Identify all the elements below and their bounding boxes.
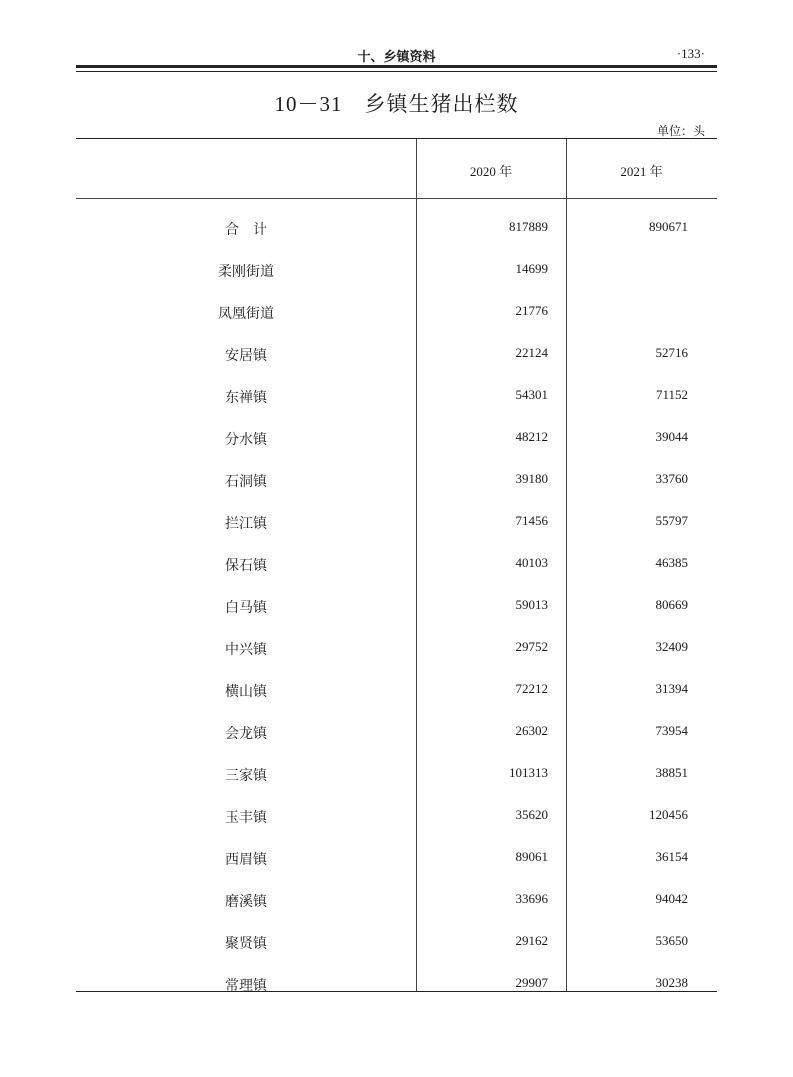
row-name: 白马镇	[225, 600, 267, 616]
row-name: 分水镇	[225, 432, 267, 448]
value-2020: 71456	[515, 513, 548, 528]
value-2021: 39044	[655, 429, 688, 444]
value-2020: 59013	[515, 597, 548, 612]
row-name: 玉丰镇	[225, 810, 267, 826]
value-2020: 40103	[515, 555, 548, 570]
value-2021: 30238	[655, 975, 688, 990]
value-2021: 890671	[649, 219, 688, 234]
row-name: 拦江镇	[225, 516, 267, 532]
column-header-2021: 2021 年	[620, 164, 663, 179]
value-2021: 31394	[655, 681, 688, 696]
header-separator	[76, 198, 717, 199]
table-row	[76, 793, 717, 835]
value-2021: 32409	[655, 639, 688, 654]
value-2021: 52716	[655, 345, 688, 360]
value-2020: 22124	[515, 345, 548, 360]
row-name: 保石镇	[225, 558, 267, 574]
value-2021: 120456	[649, 807, 688, 822]
table-row	[76, 751, 717, 793]
section-title: 十、乡镇资料	[357, 50, 436, 65]
value-2021: 73954	[655, 723, 688, 738]
row-name: 常理镇	[225, 978, 267, 994]
unit-label: 单位：头	[656, 124, 705, 138]
header-rule-thin	[76, 71, 717, 72]
value-2021: 55797	[655, 513, 688, 528]
row-name: 聚贤镇	[225, 936, 267, 952]
table-row	[76, 667, 717, 709]
row-name: 安居镇	[225, 348, 267, 364]
value-2020: 817889	[509, 219, 548, 234]
value-2020: 35620	[515, 807, 548, 822]
row-name: 横山镇	[225, 684, 267, 700]
table-row	[76, 625, 717, 667]
value-2020: 29752	[515, 639, 548, 654]
table-row	[76, 709, 717, 751]
table-row	[76, 835, 717, 877]
table-row	[76, 877, 717, 919]
data-table	[76, 138, 717, 992]
value-2021: 80669	[655, 597, 688, 612]
value-2020: 14699	[515, 261, 548, 276]
value-2021: 71152	[655, 387, 688, 402]
row-name: 东禅镇	[225, 390, 267, 406]
row-name: 中兴镇	[225, 642, 267, 658]
column-header-2020: 2020 年	[469, 164, 513, 179]
table-row	[76, 961, 717, 1003]
page-header	[76, 44, 717, 66]
value-2021: 36154	[655, 849, 688, 864]
value-2020: 101313	[509, 765, 548, 780]
value-2021: 94042	[655, 891, 688, 906]
row-name: 石洞镇	[225, 474, 267, 490]
value-2020: 26302	[515, 723, 548, 738]
value-2020: 33696	[515, 891, 548, 906]
table-row	[76, 331, 717, 373]
value-2021: 46385	[655, 555, 688, 570]
value-2021: 33760	[655, 471, 688, 486]
value-2020: 29162	[515, 933, 548, 948]
table-row	[76, 205, 717, 247]
table-row	[76, 583, 717, 625]
page-number: ·133·	[676, 46, 705, 61]
table-row	[76, 289, 717, 331]
row-name: 凤凰街道	[218, 306, 274, 322]
table-title	[0, 88, 793, 118]
row-name: 柔刚街道	[218, 264, 274, 280]
table-row	[76, 247, 717, 289]
row-name: 西眉镇	[225, 852, 267, 868]
table-row	[76, 457, 717, 499]
table-row	[76, 373, 717, 415]
table-number: 10－31	[274, 92, 343, 116]
table-title-text: 乡镇生猪出栏数	[364, 92, 519, 116]
table-row	[76, 541, 717, 583]
table-row	[76, 415, 717, 457]
row-name: 三家镇	[225, 768, 267, 784]
value-2020: 48212	[515, 429, 548, 444]
header-rule-thick	[76, 65, 717, 68]
value-2020: 72212	[515, 681, 548, 696]
value-2020: 29907	[515, 975, 548, 990]
value-2020: 39180	[515, 471, 548, 486]
table-row	[76, 499, 717, 541]
table-row	[76, 919, 717, 961]
value-2020: 21776	[515, 303, 548, 318]
value-2020: 89061	[515, 849, 548, 864]
value-2021: 38851	[655, 765, 688, 780]
row-name: 会龙镇	[225, 726, 267, 742]
row-name: 合 计	[225, 222, 267, 238]
row-name: 磨溪镇	[225, 894, 267, 910]
value-2021: 53650	[655, 933, 688, 948]
value-2020: 54301	[515, 387, 548, 402]
